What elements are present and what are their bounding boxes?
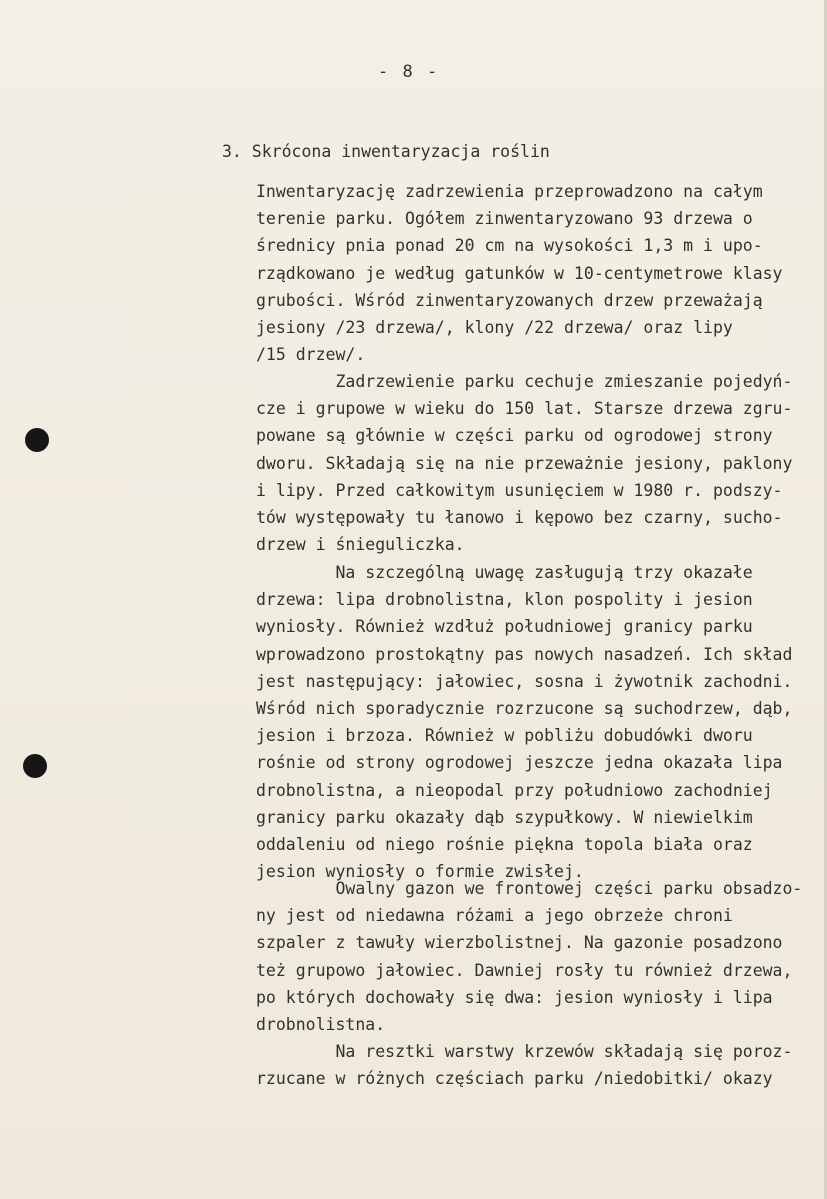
text-line: terenie parku. Ogółem zinwentaryzowano 93 drzewa o <box>256 209 753 229</box>
text-line: Inwentaryzację zadrzewienia przeprowadzono na całym <box>256 182 763 201</box>
section-heading: 3. Skrócona inwentaryzacja roślin <box>222 142 550 161</box>
text-line: i lipy. Przed całkowitym usunięciem w 1980 r. podszy- <box>256 480 783 500</box>
text-line: drzewa: lipa drobnolistna, klon pospolity i jesion <box>256 590 753 610</box>
text-line: drobnolistna. <box>256 1014 386 1034</box>
text-line: powane są głównie w części parku od ogrodowej strony <box>256 426 773 446</box>
text-line: rośnie od strony ogrodowej jeszcze jedna okazała lipa <box>256 753 783 773</box>
text-line: Zadrzewienie parku cechuje zmieszanie pojedyń- <box>256 372 793 391</box>
text-line: jest następujący: jałowiec, sosna i żywotnik zachodni. <box>256 671 793 691</box>
text-line: jesion i brzoza. Również w pobliżu dobudówki dworu <box>256 726 753 746</box>
text-line: oddaleniu od niego rośnie piękna topola biała oraz <box>256 834 753 854</box>
text-line: /15 drzew/. <box>256 345 366 365</box>
punch-hole-top <box>25 428 49 452</box>
text-line: jesion wyniosły o formie zwisłej. <box>256 862 584 882</box>
text-line: tów występowały tu łanowo i kępowo bez czarny, sucho- <box>256 507 783 527</box>
text-line: grubości. Wśród zinwentaryzowanych drzew przeważają <box>256 290 763 310</box>
text-line: szpaler z tawuły wierzbolistnej. Na gazonie posadzono <box>256 933 783 953</box>
text-line: dworu. Składają się na nie przeważnie jesiony, paklony <box>256 453 793 473</box>
text-line: Na resztki warstwy krzewów składają się poroz- <box>256 1042 793 1061</box>
paragraph-5 <box>256 1038 816 1092</box>
text-line: Owalny gazon we frontowej części parku obsadzo- <box>256 879 803 898</box>
text-line: średnicy pnia ponad 20 cm na wysokości 1,3 m i upo- <box>256 236 763 256</box>
text-line: po których dochowały się dwa: jesion wyniosły i lipa <box>256 987 773 1007</box>
text-line: drobnolistna, a nieopodal przy południowo zachodniej <box>256 780 773 800</box>
punch-hole-bottom <box>23 754 47 778</box>
text-line: rzucane w różnych częściach parku /niedobitki/ okazy <box>256 1069 773 1089</box>
text-line: ny jest od niedawna różami a jego obrzeże chroni <box>256 906 733 926</box>
paragraph-2 <box>256 368 816 558</box>
page-number: - 8 - <box>378 62 440 82</box>
paragraph-1 <box>256 178 816 368</box>
text-line: cze i grupowe w wieku do 150 lat. Starsze drzewa zgru- <box>256 399 793 419</box>
text-line: też grupowo jałowiec. Dawniej rosły tu również drzewa, <box>256 960 793 980</box>
text-line: wyniosły. Również wzdłuż południowej granicy parku <box>256 617 753 637</box>
paragraph-4 <box>256 875 816 1038</box>
text-line: granicy parku okazały dąb szypułkowy. W niewielkim <box>256 807 753 827</box>
text-line: drzew i śnieguliczka. <box>256 535 465 555</box>
text-line: Na szczególną uwagę zasługują trzy okazałe <box>256 563 753 582</box>
text-line: jesiony /23 drzewa/, klony /22 drzewa/ oraz lipy <box>256 317 733 337</box>
text-line: rządkowano je według gatunków w 10-centymetrowe klasy <box>256 263 783 283</box>
text-line: wprowadzono prostokątny pas nowych nasadzeń. Ich skład <box>256 644 793 664</box>
text-line: Wśród nich sporadycznie rozrzucone są suchodrzew, dąb, <box>256 698 793 718</box>
paragraph-3 <box>256 559 816 885</box>
